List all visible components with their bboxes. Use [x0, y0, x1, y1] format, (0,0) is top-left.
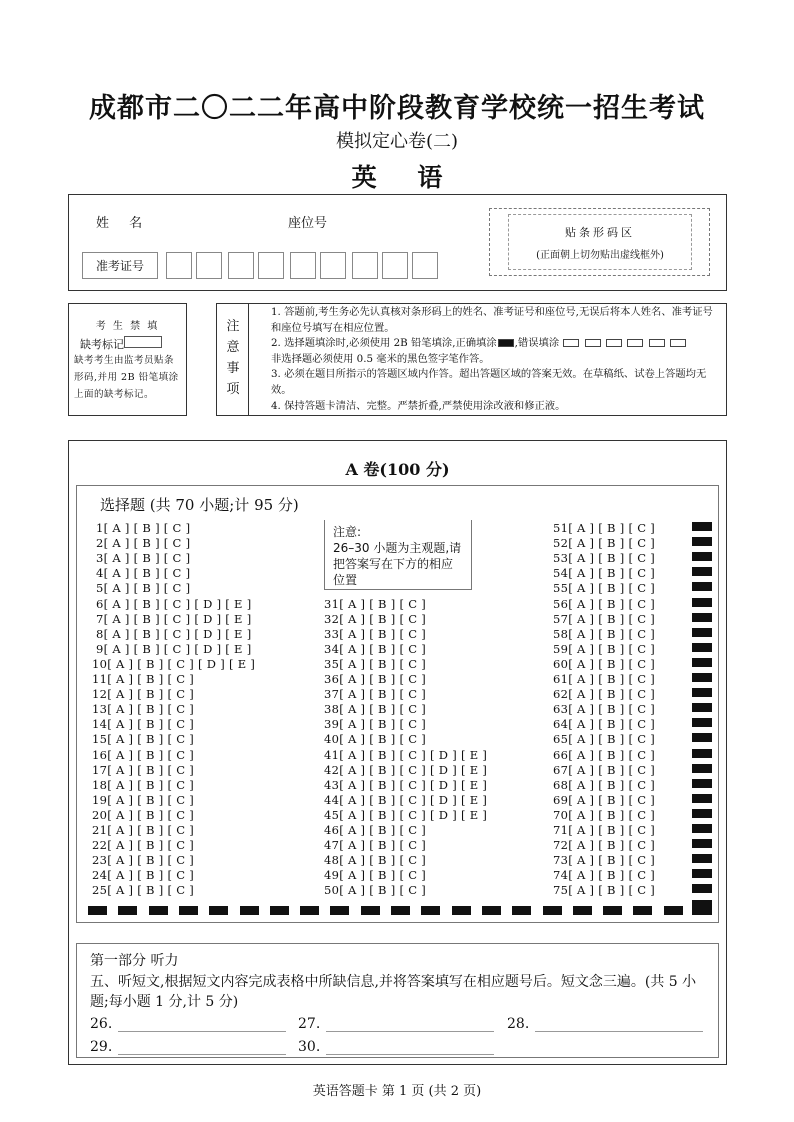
barcode-note: (正面朝上切勿贴出虚线框外) — [536, 250, 664, 261]
timing-mark — [692, 718, 712, 727]
answer-blank-label: 27. — [298, 1016, 321, 1032]
answer-row-39[interactable]: 39[ A ] [ B ] [ C ] — [324, 717, 427, 732]
answer-blank-line[interactable] — [326, 1018, 494, 1032]
timing-mark — [692, 884, 712, 893]
timing-mark — [692, 552, 712, 561]
barcode-title: 贴条形码区 — [565, 226, 635, 239]
answer-row-59[interactable]: 59[ A ] [ B ] [ C ] — [553, 641, 656, 656]
answer-row-69[interactable]: 69[ A ] [ B ] [ C ] — [553, 792, 656, 807]
timing-mark — [692, 824, 712, 833]
answer-row-37[interactable]: 37[ A ] [ B ] [ C ] — [324, 687, 427, 702]
timing-mark — [692, 764, 712, 773]
answer-row-9[interactable]: 9[ A ] [ B ] [ C ] [ D ] [ E ] — [92, 641, 252, 656]
notice-item-2-wrong: ,错误填涂 — [514, 337, 560, 350]
answer-row-36[interactable]: 36[ A ] [ B ] [ C ] — [324, 672, 427, 686]
answer-row-12[interactable]: 12[ A ] [ B ] [ C ] — [92, 687, 195, 702]
answer-row-62[interactable]: 62[ A ] [ B ] [ C ] — [553, 687, 656, 702]
timing-mark — [573, 906, 592, 915]
notice-item-1: 1. 答题前,考生务必先认真核对条形码上的姓名、准考证号和座位号,无误后将本人姓名、准考证号和座位号填写在相应位置。 — [271, 306, 713, 334]
answer-row-14[interactable]: 14[ A ] [ B ] [ C ] — [92, 717, 195, 732]
answer-row-4[interactable]: 4[ A ] [ B ] [ C ] — [92, 566, 191, 581]
answer-row-23[interactable]: 23[ A ] [ B ] [ C ] — [92, 853, 195, 868]
absent-mark-label: 缺考标记 — [80, 338, 124, 351]
page-subtitle: 模拟定心卷(二) — [335, 131, 459, 152]
answer-blank-26[interactable] — [90, 1016, 286, 1032]
answer-row-61[interactable]: 61[ A ] [ B ] [ C ] — [553, 672, 656, 686]
exam-id-digit-box[interactable] — [258, 252, 284, 279]
answer-row-52[interactable]: 52[ A ] [ B ] [ C ] — [553, 536, 656, 551]
answer-row-24[interactable]: 24[ A ] [ B ] [ C ] — [92, 868, 195, 883]
barcode-inner-frame — [508, 214, 692, 270]
answer-row-11[interactable]: 11[ A ] [ B ] [ C ] — [92, 672, 195, 686]
answer-row-70[interactable]: 70[ A ] [ B ] [ C ] — [553, 807, 656, 822]
timing-mark — [664, 906, 683, 915]
timing-mark — [240, 906, 259, 915]
answer-row-75[interactable]: 75[ A ] [ B ] [ C ] — [553, 883, 656, 898]
answer-row-57[interactable]: 57[ A ] [ B ] [ C ] — [553, 611, 656, 626]
answer-blank-line[interactable] — [535, 1018, 703, 1032]
answer-row-34[interactable]: 34[ A ] [ B ] [ C ] — [324, 641, 427, 656]
timing-mark — [692, 628, 712, 637]
wrong-fill-cross-icon — [585, 339, 601, 347]
timing-mark — [633, 906, 652, 915]
notice-item-3: 3. 必须在题目所指示的答题区域内作答。超出答题区域的答案无效。在草稿纸、试卷上答题均无效。 — [271, 368, 707, 396]
exam-id-digit-box[interactable] — [320, 252, 346, 279]
answer-row-32[interactable]: 32[ A ] [ B ] [ C ] — [324, 611, 427, 626]
timing-mark — [391, 906, 410, 915]
answer-row-35[interactable]: 35[ A ] [ B ] [ C ] — [324, 656, 427, 671]
answer-blank-30[interactable] — [298, 1039, 494, 1055]
timing-mark — [270, 906, 289, 915]
answer-row-64[interactable]: 64[ A ] [ B ] [ C ] — [553, 717, 656, 732]
answer-row-8[interactable]: 8[ A ] [ B ] [ C ] [ D ] [ E ] — [92, 626, 252, 641]
timing-mark — [300, 906, 319, 915]
answer-blank-label: 29. — [90, 1039, 113, 1055]
answer-row-53[interactable]: 53[ A ] [ B ] [ C ] — [553, 551, 656, 566]
answer-row-5[interactable]: 5[ A ] [ B ] [ C ] — [92, 581, 191, 596]
answer-row-17[interactable]: 17[ A ] [ B ] [ C ] — [92, 762, 195, 777]
answer-row-3[interactable]: 3[ A ] [ B ] [ C ] — [92, 551, 191, 566]
answer-row-20[interactable]: 20[ A ] [ B ] [ C ] — [92, 807, 195, 822]
timing-mark — [209, 906, 228, 915]
answer-row-50[interactable]: 50[ A ] [ B ] [ C ] — [324, 883, 427, 898]
answer-row-54[interactable]: 54[ A ] [ B ] [ C ] — [553, 566, 656, 581]
timing-mark — [179, 906, 198, 915]
name-label: 姓 名 — [96, 216, 151, 231]
timing-mark — [692, 598, 712, 607]
timing-mark — [118, 906, 137, 915]
answer-row-44[interactable]: 44[ A ] [ B ] [ C ] [ D ] [ E ] — [324, 792, 488, 807]
timing-mark — [482, 906, 501, 915]
answer-row-63[interactable]: 63[ A ] [ B ] [ C ] — [553, 702, 656, 717]
timing-mark — [692, 567, 712, 576]
multiple-choice-title: 选择题 (共 70 小题;计 95 分) — [100, 496, 299, 514]
timing-mark — [603, 906, 622, 915]
answer-row-58[interactable]: 58[ A ] [ B ] [ C ] — [553, 626, 656, 641]
answer-row-19[interactable]: 19[ A ] [ B ] [ C ] — [92, 792, 195, 807]
answer-row-43[interactable]: 43[ A ] [ B ] [ C ] [ D ] [ E ] — [324, 777, 488, 792]
exam-id-digit-box[interactable] — [196, 252, 222, 279]
notice-divider — [248, 303, 249, 416]
seat-label: 座位号 — [288, 216, 328, 231]
timing-mark — [512, 906, 531, 915]
answer-row-41[interactable]: 41[ A ] [ B ] [ C ] [ D ] [ E ] — [324, 747, 488, 762]
notice-item-4: 4. 保持答题卡清洁、完整。严禁折叠,严禁使用涂改液和修正液。 — [271, 399, 566, 412]
answer-row-33[interactable]: 33[ A ] [ B ] [ C ] — [324, 626, 427, 641]
answer-row-10[interactable]: 10[ A ] [ B ] [ C ] [ D ] [ E ] — [92, 656, 256, 671]
answer-row-46[interactable]: 46[ A ] [ B ] [ C ] — [324, 823, 427, 837]
wrong-fill-dot-icon — [606, 339, 622, 347]
wrong-fill-circle-icon — [670, 339, 686, 347]
answer-row-16[interactable]: 16[ A ] [ B ] [ C ] — [92, 747, 195, 762]
answer-blank-label: 30. — [298, 1039, 321, 1055]
timing-mark — [692, 809, 712, 818]
answer-row-74[interactable]: 74[ A ] [ B ] [ C ] — [553, 868, 656, 883]
absent-mark-checkbox[interactable] — [124, 336, 162, 348]
answer-row-2[interactable]: 2[ A ] [ B ] [ C ] — [92, 536, 191, 551]
answer-blank-line[interactable] — [118, 1018, 286, 1032]
section-a-title: A 卷(100 分) — [345, 460, 450, 479]
answer-row-73[interactable]: 73[ A ] [ B ] [ C ] — [553, 853, 656, 868]
answer-row-68[interactable]: 68[ A ] [ B ] [ C ] — [553, 777, 656, 792]
subject-title: 英 语 — [351, 163, 459, 192]
correct-fill-icon — [498, 339, 514, 347]
answer-row-48[interactable]: 48[ A ] [ B ] [ C ] — [324, 853, 427, 868]
answer-row-22[interactable]: 22[ A ] [ B ] [ C ] — [92, 838, 195, 853]
answer-blank-label: 26. — [90, 1016, 113, 1032]
answer-blank-28[interactable] — [507, 1016, 703, 1032]
answer-blank-29[interactable] — [90, 1039, 286, 1055]
timing-mark — [692, 839, 712, 848]
answer-row-7[interactable]: 7[ A ] [ B ] [ C ] [ D ] [ E ] — [92, 611, 252, 626]
answer-row-6[interactable]: 6[ A ] [ B ] [ C ] [ D ] [ E ] — [92, 596, 252, 611]
timing-mark — [692, 749, 712, 758]
timing-mark — [692, 643, 712, 652]
answer-row-51[interactable]: 51[ A ] [ B ] [ C ] — [553, 521, 656, 535]
timing-mark — [330, 906, 349, 915]
answer-row-25[interactable]: 25[ A ] [ B ] [ C ] — [92, 883, 195, 898]
timing-mark — [692, 779, 712, 788]
answer-row-45[interactable]: 45[ A ] [ B ] [ C ] [ D ] [ E ] — [324, 807, 488, 822]
timing-mark — [361, 906, 380, 915]
answer-row-31[interactable]: 31[ A ] [ B ] [ C ] — [324, 596, 427, 611]
timing-mark — [692, 673, 712, 682]
exam-id-digit-box[interactable] — [382, 252, 408, 279]
answer-row-66[interactable]: 66[ A ] [ B ] [ C ] — [553, 747, 656, 762]
exam-id-digit-box[interactable] — [228, 252, 254, 279]
answer-row-13[interactable]: 13[ A ] [ B ] [ C ] — [92, 702, 195, 717]
wrong-fill-line-icon — [649, 339, 665, 347]
timing-mark — [692, 869, 712, 878]
timing-mark — [421, 906, 440, 915]
answer-row-49[interactable]: 49[ A ] [ B ] [ C ] — [324, 868, 427, 883]
timing-mark — [692, 688, 712, 697]
timing-mark — [692, 613, 712, 622]
timing-mark — [692, 582, 712, 591]
answer-blank-label: 28. — [507, 1016, 530, 1032]
answer-blank-line[interactable] — [118, 1041, 286, 1055]
answer-row-21[interactable]: 21[ A ] [ B ] [ C ] — [92, 823, 195, 837]
listening-part-title: 第一部分 听力 — [90, 953, 179, 969]
listening-instruction: 五、听短文,根据短文内容完成表格中所缺信息,并将答案填写在相应题号后。短文念三遍。(共 5 小题;每小题 1 分,计 5 分) — [90, 974, 697, 1010]
timing-mark — [88, 906, 107, 915]
notice-item-2-text: 2. 选择题填涂时,必须使用 2B 铅笔填涂,正确填涂 — [271, 337, 497, 350]
answer-row-18[interactable]: 18[ A ] [ B ] [ C ] — [92, 777, 195, 792]
timing-mark — [452, 906, 471, 915]
page-title: 成都市二〇二二年高中阶段教育学校统一招生考试 — [89, 93, 705, 124]
answer-row-71[interactable]: 71[ A ] [ B ] [ C ] — [553, 823, 656, 837]
exam-id-label: 准考证号 — [82, 252, 158, 279]
answer-blank-line[interactable] — [326, 1041, 494, 1055]
answer-blank-27[interactable] — [298, 1016, 494, 1032]
timing-mark — [149, 906, 168, 915]
answer-row-42[interactable]: 42[ A ] [ B ] [ C ] [ D ] [ E ] — [324, 762, 488, 777]
notice-item-2 — [271, 336, 723, 352]
timing-mark — [692, 733, 712, 742]
answer-row-15[interactable]: 15[ A ] [ B ] [ C ] — [92, 732, 195, 747]
subjective-notice — [324, 520, 472, 590]
answer-row-40[interactable]: 40[ A ] [ B ] [ C ] — [324, 732, 427, 747]
subjective-notice-body: 26–30 小题为主观题,请把答案写在下方的相应位置 — [333, 541, 462, 587]
answer-row-1[interactable]: 1[ A ] [ B ] [ C ] — [92, 521, 191, 535]
answer-row-47[interactable]: 47[ A ] [ B ] [ C ] — [324, 838, 427, 853]
timing-mark — [543, 906, 562, 915]
timing-mark — [692, 537, 712, 546]
wrong-fill-bars-icon — [627, 339, 643, 347]
exam-id-digit-box[interactable] — [166, 252, 192, 279]
timing-mark — [692, 900, 712, 915]
answer-row-38[interactable]: 38[ A ] [ B ] [ C ] — [324, 702, 427, 717]
timing-mark — [692, 522, 712, 531]
subjective-notice-title: 注意: — [333, 525, 362, 539]
timing-mark — [692, 854, 712, 863]
notice-list — [271, 305, 723, 414]
timing-mark — [692, 794, 712, 803]
answer-row-65[interactable]: 65[ A ] [ B ] [ C ] — [553, 732, 656, 747]
answer-row-55[interactable]: 55[ A ] [ B ] [ C ] — [553, 581, 656, 596]
exam-id-digit-box[interactable] — [412, 252, 438, 279]
wrong-fill-check-icon — [563, 339, 579, 347]
notice-heading: 注意事项 — [226, 319, 240, 397]
exam-id-digit-box[interactable] — [352, 252, 378, 279]
timing-mark — [692, 658, 712, 667]
timing-mark — [692, 703, 712, 712]
absent-title: 考 生 禁 填 — [95, 321, 160, 332]
page-footer: 英语答题卡 第 1 页 (共 2 页) — [312, 1084, 482, 1099]
absent-note: 缺考考生由监考员贴条形码,并用 2B 铅笔填涂上面的缺考标记。 — [74, 355, 179, 400]
exam-id-digit-box[interactable] — [290, 252, 316, 279]
notice-item-2b: 非选择题必须使用 0.5 毫米的黑色签字笔作答。 — [271, 352, 490, 365]
answer-row-60[interactable]: 60[ A ] [ B ] [ C ] — [553, 656, 656, 671]
answer-row-67[interactable]: 67[ A ] [ B ] [ C ] — [553, 762, 656, 777]
answer-row-72[interactable]: 72[ A ] [ B ] [ C ] — [553, 838, 656, 853]
answer-row-56[interactable]: 56[ A ] [ B ] [ C ] — [553, 596, 656, 611]
